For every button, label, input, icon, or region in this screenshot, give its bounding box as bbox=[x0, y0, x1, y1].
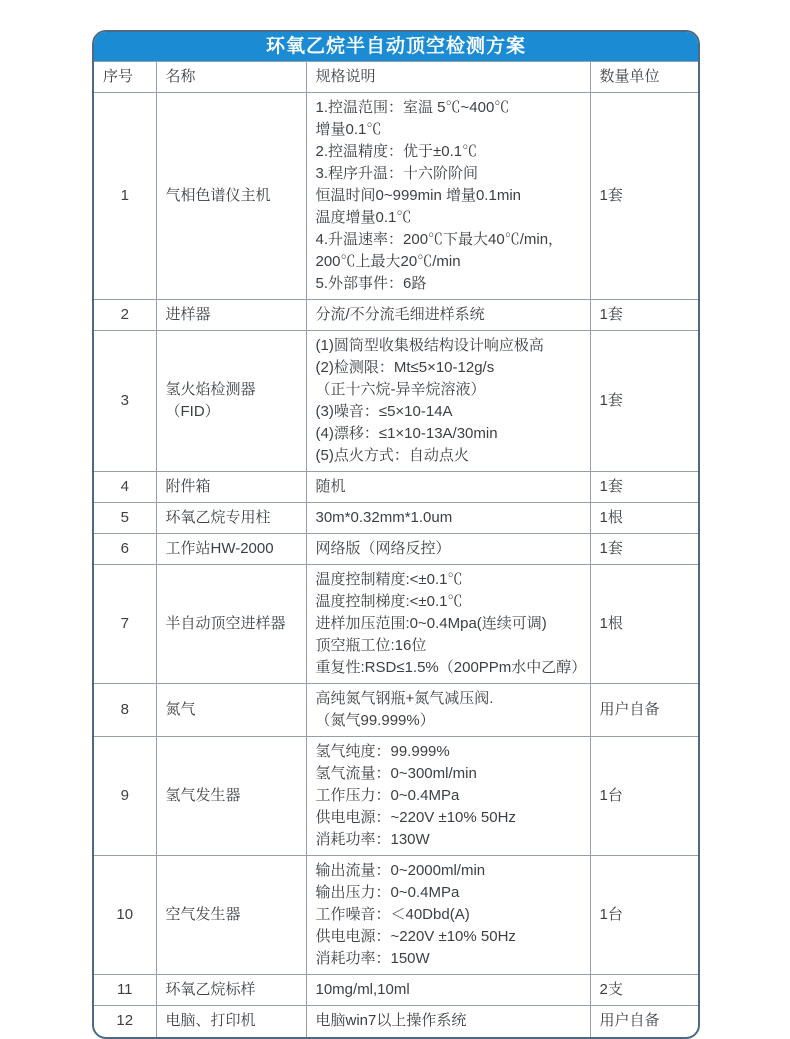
row-number: 6 bbox=[94, 534, 156, 565]
item-name: 电脑、打印机 bbox=[156, 1006, 306, 1037]
item-name: 工作站HW-2000 bbox=[156, 534, 306, 565]
spec-line: 10mg/ml,10ml bbox=[315, 981, 410, 998]
spec-line: 随机 bbox=[315, 478, 346, 495]
item-name: 气相色谱仪主机 bbox=[156, 93, 306, 300]
spec-line: 增量0.1℃ bbox=[315, 121, 382, 138]
item-spec bbox=[306, 93, 590, 300]
spec-line: 重复性:RSD≤1.5%（200PPm水中乙醇） bbox=[315, 659, 587, 676]
row-number: 4 bbox=[94, 472, 156, 503]
spec-line: (1)圆筒型收集极结构设计响应极高 bbox=[315, 337, 544, 354]
item-quantity: 1套 bbox=[590, 93, 700, 300]
column-header-4: 数量单位 bbox=[590, 62, 700, 93]
spec-line: (4)漂移：≤1×10-13A/30min bbox=[315, 425, 498, 442]
item-spec bbox=[306, 737, 590, 856]
table-row bbox=[94, 737, 700, 856]
spec-line: 网络版（网络反控） bbox=[315, 540, 451, 557]
item-quantity: 用户自备 bbox=[590, 684, 700, 737]
item-name: 空气发生器 bbox=[156, 856, 306, 975]
row-number: 2 bbox=[94, 300, 156, 331]
table-row bbox=[94, 684, 700, 737]
column-header-3: 规格说明 bbox=[306, 62, 590, 93]
row-number: 10 bbox=[94, 856, 156, 975]
item-spec bbox=[306, 1006, 590, 1037]
column-header-1: 序号 bbox=[94, 62, 156, 93]
item-quantity: 1台 bbox=[590, 856, 700, 975]
spec-line: 电脑win7以上操作系统 bbox=[315, 1012, 467, 1030]
spec-line: 工作压力：0~0.4MPa bbox=[315, 787, 460, 804]
item-name: 氮气 bbox=[156, 684, 306, 737]
spec-line: 输出压力：0~0.4MPa bbox=[315, 884, 460, 901]
spec-line: 高纯氮气钢瓶+氮气减压阀. bbox=[315, 690, 494, 707]
item-spec bbox=[306, 684, 590, 737]
spec-line: 消耗功率：150W bbox=[315, 950, 430, 967]
spec-line: 恒温时间0~999min 增量0.1min bbox=[315, 187, 521, 204]
spec-table bbox=[94, 61, 700, 1037]
table-row bbox=[94, 856, 700, 975]
item-quantity: 1套 bbox=[590, 331, 700, 472]
item-spec bbox=[306, 856, 590, 975]
spec-line: 氢气流量：0~300ml/min bbox=[315, 765, 477, 782]
row-number: 3 bbox=[94, 331, 156, 472]
row-number: 7 bbox=[94, 565, 156, 684]
table-row bbox=[94, 565, 700, 684]
item-quantity: 1套 bbox=[590, 472, 700, 503]
item-name: 环氧乙烷标样 bbox=[156, 975, 306, 1006]
item-name: 环氧乙烷专用柱 bbox=[156, 503, 306, 534]
item-spec bbox=[306, 565, 590, 684]
spec-line: 供电电源：~220V ±10% 50Hz bbox=[315, 809, 516, 826]
spec-line: 输出流量：0~2000ml/min bbox=[315, 862, 486, 879]
item-spec bbox=[306, 975, 590, 1006]
row-number: 8 bbox=[94, 684, 156, 737]
item-quantity: 1套 bbox=[590, 300, 700, 331]
spec-line: 3.程序升温：十六阶阶间 bbox=[315, 165, 479, 182]
spec-line: 温度控制梯度:<±0.1℃ bbox=[315, 593, 463, 610]
table-row bbox=[94, 534, 700, 565]
spec-line: 30m*0.32mm*1.0um bbox=[315, 509, 453, 526]
table-row bbox=[94, 93, 700, 300]
spec-line: 分流/不分流毛细进样系统 bbox=[315, 306, 485, 323]
spec-line: 1.控温范围：室温 5℃~400℃ bbox=[315, 99, 510, 116]
item-name: 进样器 bbox=[156, 300, 306, 331]
spec-line: (3)噪音：≤5×10-14A bbox=[315, 403, 453, 420]
item-quantity: 1台 bbox=[590, 737, 700, 856]
table-row bbox=[94, 300, 700, 331]
table-row bbox=[94, 503, 700, 534]
spec-line: 消耗功率：130W bbox=[315, 831, 430, 848]
spec-line: 氢气纯度：99.999% bbox=[315, 743, 450, 760]
item-spec bbox=[306, 331, 590, 472]
item-quantity: 2支 bbox=[590, 975, 700, 1006]
table-row bbox=[94, 472, 700, 503]
table-row bbox=[94, 975, 700, 1006]
item-name: 氢火焰检测器（FID） bbox=[156, 331, 306, 472]
spec-line: （正十六烷-异辛烷溶液） bbox=[315, 381, 486, 398]
item-quantity: 1套 bbox=[590, 534, 700, 565]
table-row bbox=[94, 331, 700, 472]
item-quantity: 1根 bbox=[590, 503, 700, 534]
column-header-2: 名称 bbox=[156, 62, 306, 93]
item-name: 氢气发生器 bbox=[156, 737, 306, 856]
item-spec bbox=[306, 534, 590, 565]
page-title: 环氧乙烷半自动顶空检测方案 bbox=[94, 32, 698, 61]
item-quantity: 1根 bbox=[590, 565, 700, 684]
row-number: 11 bbox=[94, 975, 156, 1006]
spec-line: 温度增量0.1℃ bbox=[315, 209, 412, 226]
spec-line: (5)点火方式：自动点火 bbox=[315, 447, 469, 464]
spec-line: 温度控制精度:<±0.1℃ bbox=[315, 571, 463, 588]
row-number: 5 bbox=[94, 503, 156, 534]
row-number: 1 bbox=[94, 93, 156, 300]
table-row bbox=[94, 1006, 700, 1037]
spec-line: 供电电源：~220V ±10% 50Hz bbox=[315, 928, 516, 945]
spec-sheet-card bbox=[92, 30, 700, 1039]
spec-line: 2.控温精度：优于±0.1℃ bbox=[315, 143, 478, 160]
spec-line: 工作噪音：＜40Dbd(A) bbox=[315, 906, 470, 923]
item-name: 附件箱 bbox=[156, 472, 306, 503]
item-spec bbox=[306, 503, 590, 534]
item-spec bbox=[306, 472, 590, 503]
spec-line: 顶空瓶工位:16位 bbox=[315, 637, 427, 654]
spec-line: 进样加压范围:0~0.4Mpa(连续可调) bbox=[315, 615, 547, 632]
spec-line: （氮气99.999%） bbox=[315, 712, 435, 729]
spec-line: 4.升温速率：200℃下最大40℃/min， bbox=[315, 231, 564, 248]
spec-line: 5.外部事件：6路 bbox=[315, 275, 427, 292]
row-number: 9 bbox=[94, 737, 156, 856]
item-spec bbox=[306, 300, 590, 331]
spec-line: (2)检测限：Mt≤5×10-12g/s bbox=[315, 359, 495, 376]
item-quantity: 用户自备 bbox=[590, 1006, 700, 1037]
table-header-row bbox=[94, 62, 700, 93]
item-name: 半自动顶空进样器 bbox=[156, 565, 306, 684]
row-number: 12 bbox=[94, 1006, 156, 1037]
spec-line: 200℃上最大20℃/min bbox=[315, 253, 461, 270]
